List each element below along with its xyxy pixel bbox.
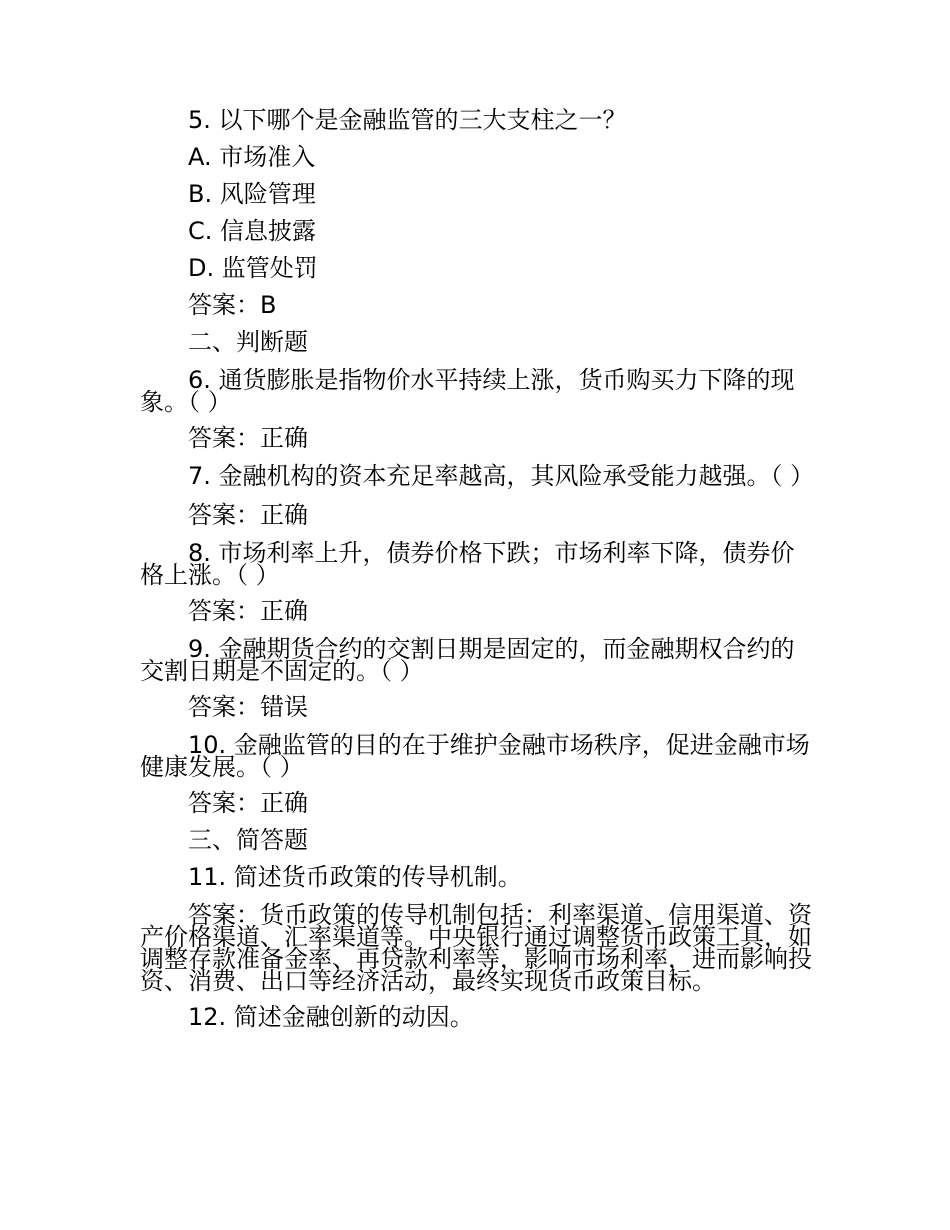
question-12-stem: 12. 简述金融创新的动因。 [188,1003,474,1031]
question-11-answer: 答案：货币政策的传导机制包括：利率渠道、信用渠道、资产价格渠道、汇率渠道等。中央银行通过调整货币政策工具，如调整存款准备金率、再贷款利率等，影响市场利率，进而影响投资、消费、出口等经济活动，最终实现货币政策目标。 [140,901,812,995]
question-5-stem: 5. 以下哪个是金融监管的三大支柱之一？ [188,106,627,134]
question-8-stem: 8. 市场利率上升，债券价格下跌；市场利率下降，债券价格上涨。（ ） [140,539,795,589]
question-5-option-b: B. 风险管理 [188,180,316,208]
question-5-answer: 答案：B [188,291,277,319]
question-5-option-c: C. 信息披露 [188,217,317,245]
question-10-stem: 10. 金融监管的目的在于维护金融市场秩序，促进金融市场健康发展。（ ） [140,731,810,781]
question-5-option-d: D. 监管处罚 [188,254,318,282]
question-5-option-a: A. 市场准入 [188,143,316,171]
question-9-answer: 答案：错误 [188,693,308,721]
question-7-answer: 答案：正确 [188,501,308,529]
section-2-title: 二、判断题 [188,328,308,356]
question-6-answer: 答案：正确 [188,424,308,452]
section-3-title: 三、简答题 [188,826,308,854]
question-7-stem: 7. 金融机构的资本充足率越高，其风险承受能力越强。（ ） [188,462,815,490]
document-content [140,102,815,1036]
question-6-stem: 6. 通货膨胀是指物价水平持续上涨，货币购买力下降的现象。（ ） [140,366,795,416]
question-9-stem: 9. 金融期货合约的交割日期是固定的，而金融期权合约的交割日期是不固定的。（ ） [140,635,795,685]
question-11-stem: 11. 简述货币政策的传导机制。 [188,863,522,891]
question-10-answer: 答案：正确 [188,789,308,817]
question-8-answer: 答案：正确 [188,597,308,625]
